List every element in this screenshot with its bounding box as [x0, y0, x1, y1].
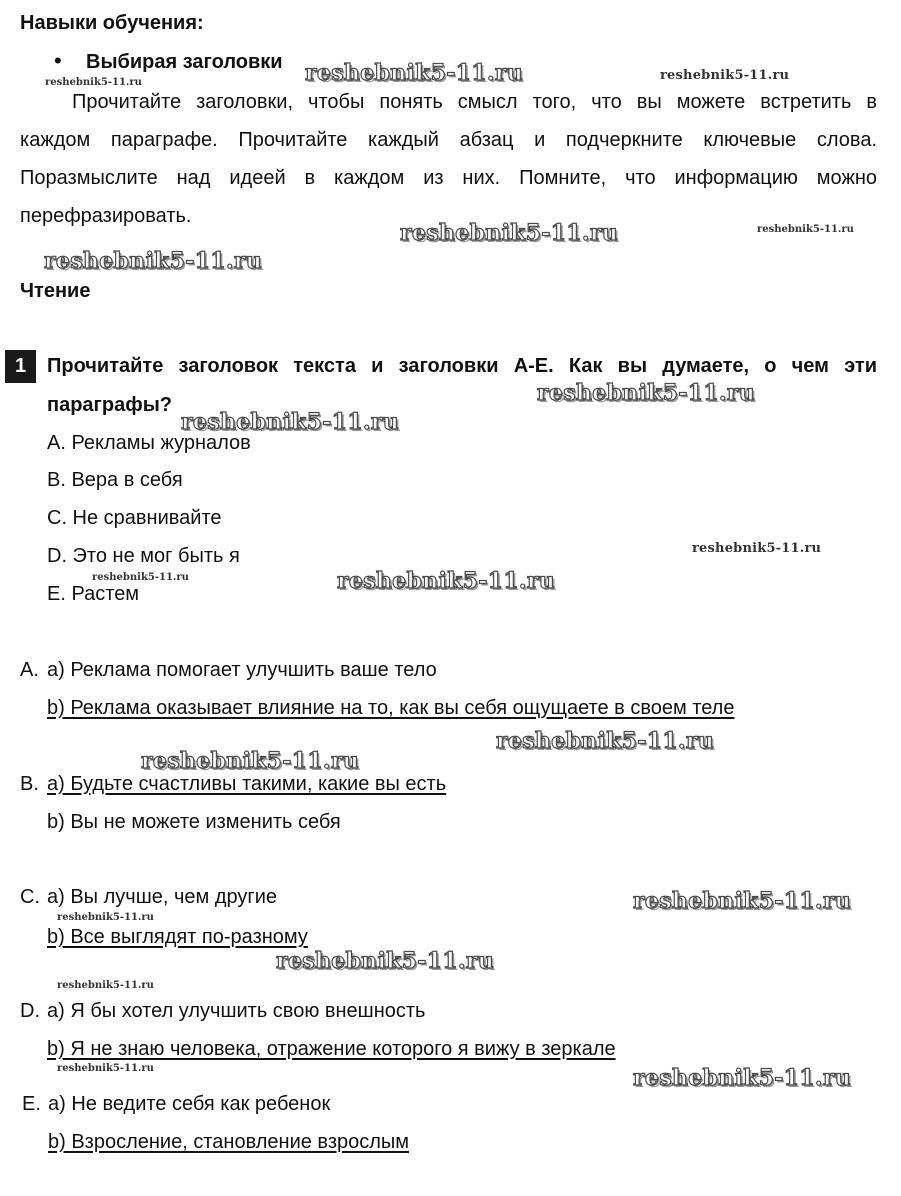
answer-b-prefix: B.	[20, 773, 39, 795]
answer-a-prefix: A.	[20, 659, 39, 681]
task-number-badge: 1	[5, 350, 36, 383]
answer-c-prefix: C.	[20, 886, 40, 908]
heading-a: A. Рекламы журналов	[47, 432, 251, 454]
subheading: Выбирая заголовки	[86, 51, 283, 73]
answer-a-option-a: a) Реклама помогает улучшить ваше тело	[47, 659, 437, 681]
watermark: reshebnik5-11.ru	[45, 77, 142, 88]
heading-b: B. Вера в себя	[47, 469, 183, 491]
answer-e-prefix: E.	[22, 1093, 41, 1115]
watermark: reshebnik5-11.ru	[633, 888, 852, 914]
watermark: reshebnik5-11.ru	[496, 728, 715, 754]
watermark: reshebnik5-11.ru	[44, 248, 263, 274]
watermark: reshebnik5-11.ru	[660, 68, 790, 83]
answer-b-option-a-selected: a) Будьте счастливы такими, какие вы есть	[47, 773, 447, 795]
answer-c-option-b-selected: b) Все выглядят по-разному	[47, 926, 308, 948]
watermark: reshebnik5-11.ru	[57, 980, 154, 991]
answer-b-option-b: b) Вы не можете изменить себя	[47, 811, 341, 833]
watermark: reshebnik5-11.ru	[181, 409, 400, 435]
answer-d-option-a: a) Я бы хотел улучшить свою внешность	[47, 1000, 426, 1022]
watermark: reshebnik5-11.ru	[141, 748, 360, 774]
paragraph-line-4: перефразировать.	[20, 205, 192, 227]
heading-d: D. Это не мог быть я	[47, 545, 240, 567]
answer-d-option-b-selected: b) Я не знаю человека, отражение которого я вижу в зеркале	[47, 1038, 616, 1060]
answer-e-option-b-selected: b) Взросление, становление взрослым	[48, 1131, 410, 1153]
paragraph-line-2: каждом параграфе. Прочитайте каждый абзац и подчеркните ключевые слова.	[20, 129, 877, 151]
watermark: reshebnik5-11.ru	[92, 572, 189, 583]
heading-e: E. Растем	[47, 583, 140, 605]
watermark: reshebnik5-11.ru	[633, 1065, 852, 1091]
answer-e-option-a: a) Не ведите себя как ребенок	[48, 1093, 331, 1115]
heading-c: C. Не сравнивайте	[47, 507, 222, 529]
watermark: reshebnik5-11.ru	[276, 948, 495, 974]
watermark: reshebnik5-11.ru	[537, 380, 756, 406]
watermark: reshebnik5-11.ru	[305, 60, 524, 86]
bullet-icon: •	[54, 48, 62, 73]
skills-title: Навыки обучения:	[20, 12, 204, 34]
watermark: reshebnik5-11.ru	[57, 1063, 154, 1074]
section-title: Чтение	[20, 280, 91, 302]
watermark: reshebnik5-11.ru	[757, 224, 854, 235]
answer-d-prefix: D.	[20, 1000, 40, 1022]
task-question-line-2: параграфы?	[47, 394, 173, 416]
task-question-line-1: Прочитайте заголовок текста и заголовки A-E. Как вы думаете, о чем эти	[47, 355, 877, 377]
answer-c-option-a: a) Вы лучше, чем другие	[47, 886, 277, 908]
paragraph-line-1: Прочитайте заголовки, чтобы понять смысл того, что вы можете встретить в	[72, 91, 877, 113]
watermark: reshebnik5-11.ru	[400, 220, 619, 246]
watermark: reshebnik5-11.ru	[692, 541, 822, 556]
paragraph-line-3: Поразмыслите над идеей в каждом из них. Помните, что информацию можно	[20, 167, 877, 189]
watermark: reshebnik5-11.ru	[337, 568, 556, 594]
answer-a-option-b-selected: b) Реклама оказывает влияние на то, как вы себя ощущаете в своем теле	[47, 697, 735, 719]
watermark: reshebnik5-11.ru	[57, 912, 154, 923]
